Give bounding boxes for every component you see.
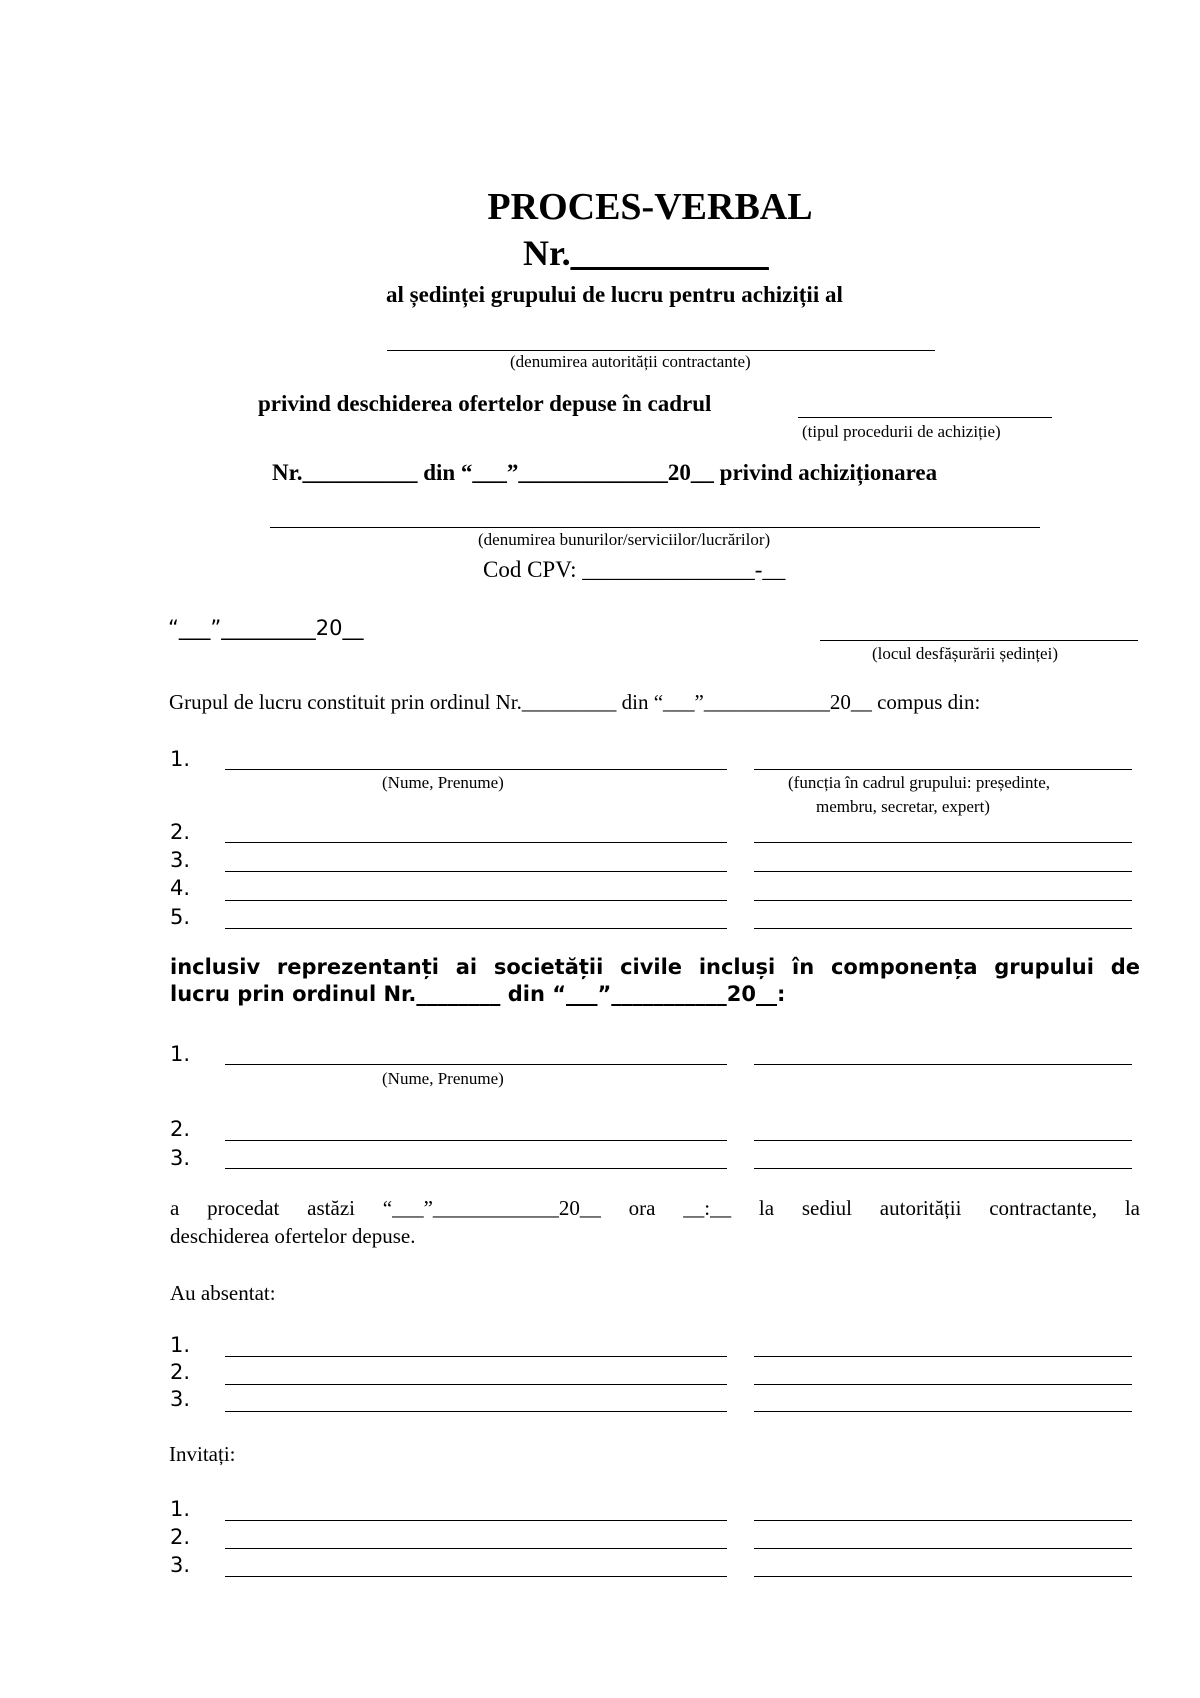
document-number-label: Nr. <box>523 233 571 273</box>
nr-line: Nr.__________ din “___”_____________20__ privind achiziționarea <box>272 460 938 485</box>
absent-number-3: 3. <box>170 1387 191 1411</box>
group-name-2[interactable] <box>225 842 727 843</box>
civil-name-2[interactable] <box>225 1140 727 1141</box>
civil-name-hint: (Nume, Prenume) <box>382 1069 504 1088</box>
proceeded-line-2: deschiderea ofertelor depuse. <box>170 1224 416 1248</box>
goods-hint: (denumirea bunurilor/serviciilor/lucrărilor) <box>478 530 771 549</box>
procedure-line: privind deschiderea ofertelor depuse în cadrul <box>258 391 712 416</box>
group-number-5: 5. <box>170 905 191 929</box>
document-title: PROCES-VERBAL <box>487 186 813 228</box>
absent-role-2[interactable] <box>754 1384 1132 1385</box>
authority-blank[interactable] <box>387 350 935 351</box>
civil-role-1[interactable] <box>754 1064 1132 1065</box>
civil-name-1[interactable] <box>225 1064 727 1065</box>
cpv-line: Cod CPV: _______________-__ <box>483 557 786 582</box>
civil-role-2[interactable] <box>754 1140 1132 1141</box>
group-role-4[interactable] <box>754 900 1132 901</box>
invited-number-1: 1. <box>170 1497 191 1521</box>
absent-role-1[interactable] <box>754 1356 1132 1357</box>
invited-role-2[interactable] <box>754 1548 1132 1549</box>
civil-name-3[interactable] <box>225 1168 727 1169</box>
invited-label: Invitați: <box>169 1442 236 1466</box>
group-number-2: 2. <box>170 820 191 844</box>
group-role-1[interactable] <box>754 769 1132 770</box>
invited-name-2[interactable] <box>225 1548 727 1549</box>
civil-number-3: 3. <box>170 1146 191 1170</box>
civil-role-3[interactable] <box>754 1168 1132 1169</box>
absent-name-3[interactable] <box>225 1411 727 1412</box>
group-number-3: 3. <box>170 848 191 872</box>
invited-name-1[interactable] <box>225 1520 727 1521</box>
place-blank[interactable] <box>820 640 1138 641</box>
civil-intro-line-2: lucru prin ordinul Nr.________ din “___”___________20__: <box>170 982 786 1006</box>
group-number-4: 4. <box>170 876 191 900</box>
invited-role-1[interactable] <box>754 1520 1132 1521</box>
group-name-hint: (Nume, Prenume) <box>382 773 504 792</box>
group-role-5[interactable] <box>754 928 1132 929</box>
absent-number-1: 1. <box>170 1333 191 1357</box>
procedure-blank[interactable] <box>798 417 1052 418</box>
authority-hint: (denumirea autorității contractante) <box>510 352 751 371</box>
goods-blank[interactable] <box>270 527 1040 528</box>
group-name-4[interactable] <box>225 900 727 901</box>
absent-label: Au absentat: <box>170 1281 276 1305</box>
group-intro: Grupul de lucru constituit prin ordinul Nr._________ din “___”____________20__ compus din: <box>169 690 981 714</box>
invited-number-3: 3. <box>170 1553 191 1577</box>
absent-name-2[interactable] <box>225 1384 727 1385</box>
absent-number-2: 2. <box>170 1360 191 1384</box>
absent-role-3[interactable] <box>754 1411 1132 1412</box>
group-name-5[interactable] <box>225 928 727 929</box>
document-number <box>523 232 769 274</box>
invited-name-3[interactable] <box>225 1576 727 1577</box>
proceeded-line-1: a procedat astăzi “___”____________20__ ora __:__ la sediul autorității contractante, la <box>170 1196 1140 1220</box>
group-name-3[interactable] <box>225 871 727 872</box>
civil-number-1: 1. <box>170 1042 191 1066</box>
group-name-1[interactable] <box>225 769 727 770</box>
group-role-3[interactable] <box>754 871 1132 872</box>
civil-intro-line-1: inclusiv reprezentanți ai societății civile incluși în componența grupului de <box>170 955 1140 979</box>
absent-name-1[interactable] <box>225 1356 727 1357</box>
place-hint: (locul desfășurării ședinței) <box>872 644 1058 663</box>
civil-number-2: 2. <box>170 1117 191 1141</box>
group-role-hint-2: membru, secretar, expert) <box>816 797 990 816</box>
group-role-2[interactable] <box>754 842 1132 843</box>
group-role-hint-1: (funcția în cadrul grupului: președinte, <box>788 773 1050 792</box>
group-number-1: 1. <box>170 747 191 771</box>
document-number-blank: ___________ <box>570 233 769 273</box>
meeting-date: “___”_________20__ <box>168 616 364 640</box>
document-subtitle: al ședinței grupului de lucru pentru achiziții al <box>386 282 843 307</box>
invited-number-2: 2. <box>170 1525 191 1549</box>
procedure-hint: (tipul procedurii de achiziție) <box>802 422 1001 441</box>
invited-role-3[interactable] <box>754 1576 1132 1577</box>
